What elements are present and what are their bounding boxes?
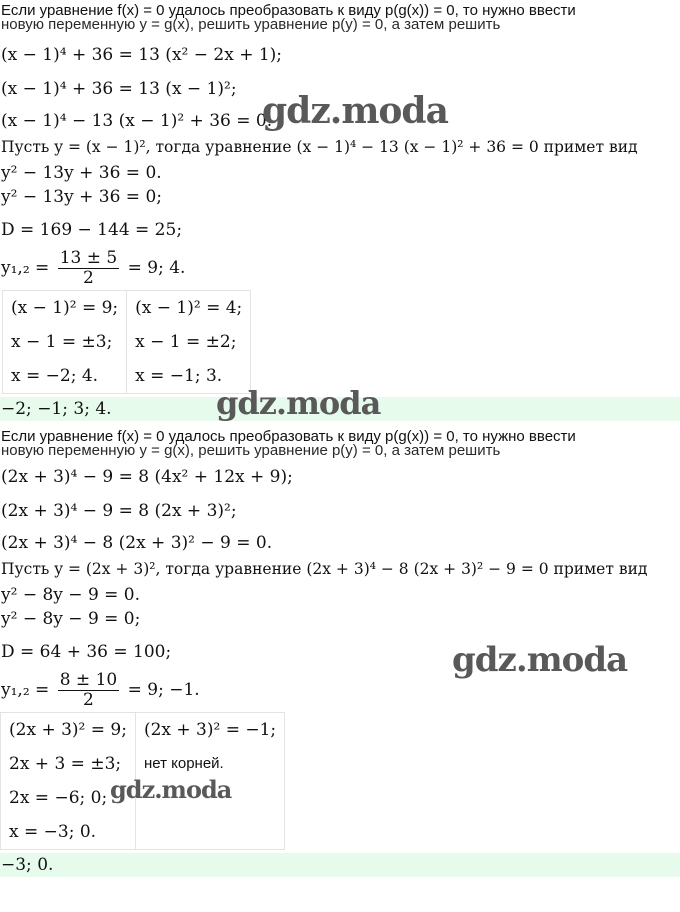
problem1-roots bbox=[1, 248, 185, 288]
problem2-eq1: (2x + 3)⁴ − 9 = 8 (4x² + 12x + 9); bbox=[1, 467, 293, 487]
problem1-eq3: (x − 1)⁴ − 13 (x − 1)² + 36 = 0. bbox=[1, 111, 273, 131]
problem1-answer: −2; −1; 3; 4. bbox=[1, 399, 112, 419]
problem1-case-b-line: x − 1 = ±2; bbox=[135, 332, 237, 352]
problem2-roots-rhs: = 9; −1. bbox=[127, 680, 200, 700]
problem1-case-a bbox=[3, 291, 127, 394]
problem1-case-a-line: x − 1 = ±3; bbox=[11, 332, 113, 352]
problem1-case-b-line: x = −1; 3. bbox=[135, 366, 223, 386]
problem2-intro-line2: новую переменную y = g(x), решить уравнение p(y) = 0, а затем решить bbox=[1, 442, 501, 459]
problem1-intro bbox=[1, 0, 679, 34]
problem2-eq2: (2x + 3)⁴ − 9 = 8 (2x + 3)²; bbox=[1, 501, 237, 521]
problem1-roots-lhs: y₁,₂ = bbox=[1, 258, 50, 278]
problem2-roots-numerator: 8 ± 10 bbox=[59, 670, 118, 690]
problem2-answer: −3; 0. bbox=[1, 855, 54, 875]
problem2-quadratic2: y² − 8y − 9 = 0; bbox=[1, 609, 141, 629]
watermark: gdz.moda bbox=[452, 640, 628, 680]
problem2-roots-fraction bbox=[58, 671, 120, 710]
problem2-substitution: Пусть y = (2x + 3)², тогда уравнение (2x + 3)⁴ − 8 (2x + 3)² − 9 = 0 примет вид bbox=[1, 560, 648, 578]
problem2-intro bbox=[1, 426, 679, 460]
problem1-roots-fraction bbox=[58, 249, 120, 288]
watermark: gdz.moda bbox=[262, 90, 448, 132]
problem1-intro-line1: Если уравнение f(x) = 0 удалось преобразовать к виду p(g(x)) = 0, то нужно ввести bbox=[1, 2, 576, 19]
problem2-case-a-line: 2x + 3 = ±3; bbox=[9, 754, 122, 774]
problem1-case-a-line: (x − 1)² = 9; bbox=[11, 298, 119, 318]
watermark: gdz.moda bbox=[110, 775, 232, 804]
problem1-case-a-line: x = −2; 4. bbox=[11, 366, 99, 386]
problem1-quadratic2: y² − 13y + 36 = 0; bbox=[1, 187, 162, 207]
problem2-case-a-line: 2x = −6; 0; bbox=[9, 788, 108, 808]
problem1-eq2: (x − 1)⁴ + 36 = 13 (x − 1)²; bbox=[1, 79, 237, 99]
problem1-roots-denominator: 2 bbox=[83, 268, 94, 288]
problem1-quadratic1: y² − 13y + 36 = 0. bbox=[1, 163, 162, 183]
problem1-roots-numerator: 13 ± 5 bbox=[59, 248, 118, 268]
problem1-cases-table bbox=[2, 290, 251, 394]
problem2-discriminant: D = 64 + 36 = 100; bbox=[1, 642, 172, 662]
problem1-eq1: (x − 1)⁴ + 36 = 13 (x² − 2x + 1); bbox=[1, 45, 283, 65]
problem1-roots-rhs: = 9; 4. bbox=[127, 258, 186, 278]
problem1-discriminant: D = 169 − 144 = 25; bbox=[1, 220, 183, 240]
problem1-intro-line2: новую переменную y = g(x), решить уравнение p(y) = 0, а затем решить bbox=[1, 16, 501, 33]
problem2-case-a-line: x = −3; 0. bbox=[9, 822, 97, 842]
problem2-case-a-line: (2x + 3)² = 9; bbox=[9, 720, 127, 740]
problem1-case-b bbox=[127, 291, 251, 394]
problem2-case-b-line: нет корней. bbox=[143, 755, 224, 772]
problem2-eq3: (2x + 3)⁴ − 8 (2x + 3)² − 9 = 0. bbox=[1, 533, 273, 553]
problem2-quadratic1: y² − 8y − 9 = 0. bbox=[1, 585, 141, 605]
problem2-case-b-line: (2x + 3)² = −1; bbox=[143, 720, 277, 740]
problem2-answer-bar bbox=[0, 853, 680, 877]
problem2-intro-line1: Если уравнение f(x) = 0 удалось преобразовать к виду p(g(x)) = 0, то нужно ввести bbox=[1, 428, 576, 445]
problem1-substitution: Пусть y = (x − 1)², тогда уравнение (x − 1)⁴ − 13 (x − 1)² + 36 = 0 примет вид bbox=[1, 138, 638, 156]
watermark: gdz.moda bbox=[216, 384, 381, 422]
problem1-case-b-line: (x − 1)² = 4; bbox=[135, 298, 243, 318]
problem2-roots bbox=[1, 670, 200, 710]
problem2-roots-lhs: y₁,₂ = bbox=[1, 680, 50, 700]
problem2-roots-denominator: 2 bbox=[83, 690, 94, 710]
